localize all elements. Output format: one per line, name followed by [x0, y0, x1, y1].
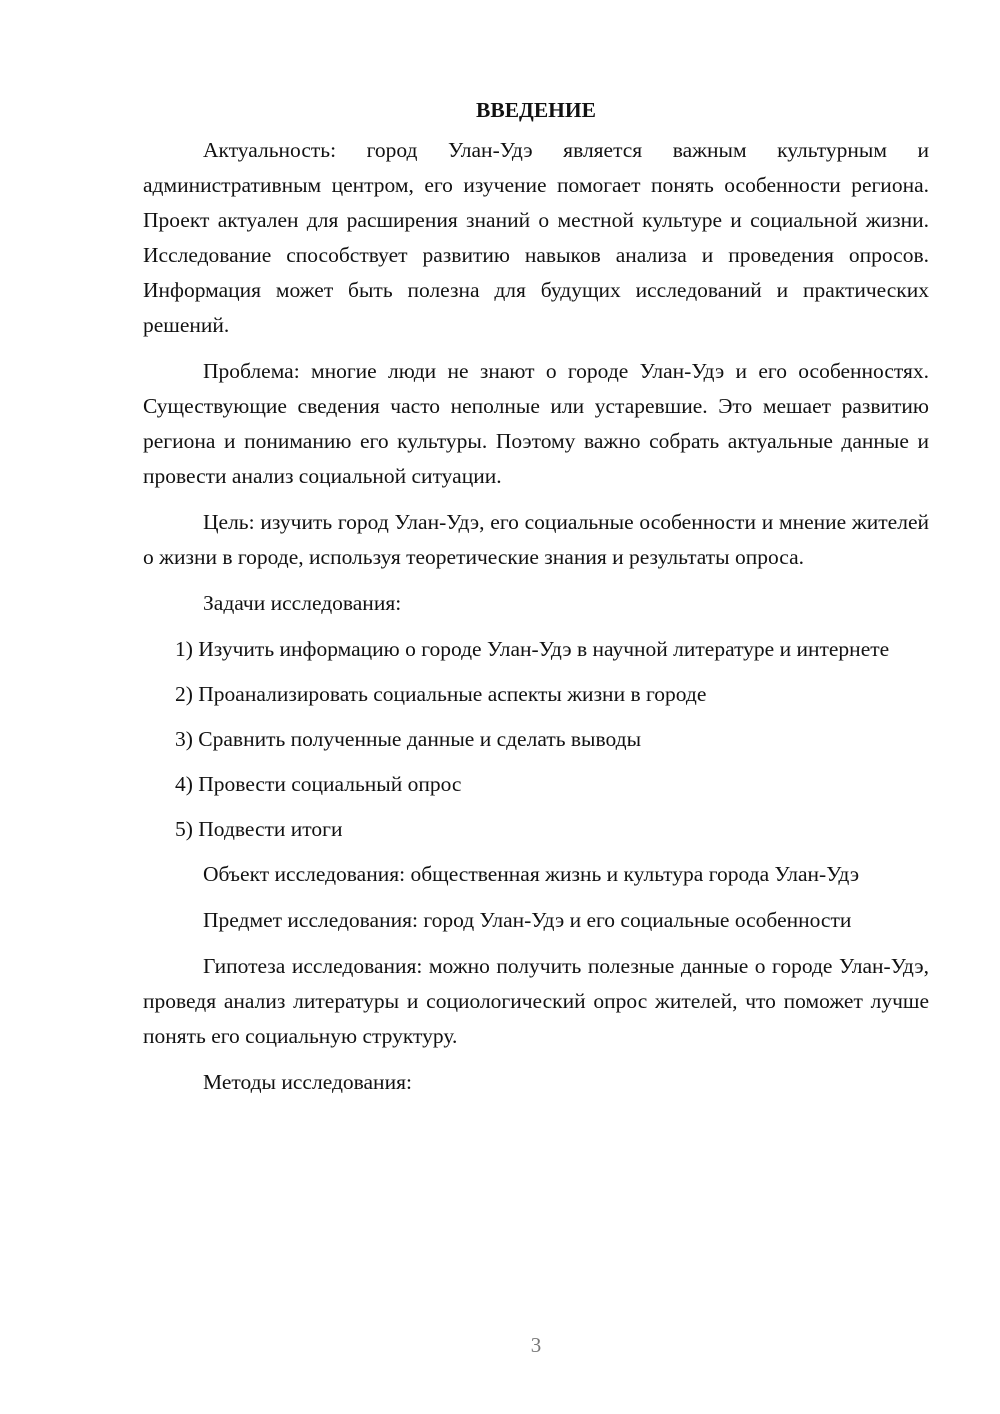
goal-paragraph: Цель: изучить город Улан-Удэ, его социальные особенности и мнение жителей о жизни в городе, используя теоретические знания и результаты опроса.: [143, 510, 929, 569]
methods-heading: Методы исследования:: [203, 1070, 412, 1094]
object-paragraph: Объект исследования: общественная жизнь и культура города Улан-Удэ: [203, 862, 860, 886]
task-item-1: 1) Изучить информацию о городе Улан-Удэ в научной литературе и интернете: [175, 637, 890, 661]
tasks-list: [143, 632, 929, 847]
hypothesis-paragraph: Гипотеза исследования: можно получить полезные данные о городе Улан-Удэ, проведя анализ литературы и социологический опрос жителей, что поможет лучше понять его социальную структуру.: [143, 954, 929, 1048]
page-number: 3: [530, 1333, 542, 1357]
task-item-5: 5) Подвести итоги: [175, 817, 343, 841]
relevance-paragraph: Актуальность: город Улан-Удэ является важным культурным и административным центром, его изучение помогает понять особенности региона. Проект актуален для расширения знаний о местной культуре и социальной жизни. Исследование способствует развитию навыков анализа и проведения опросов. Информация может быть полезна для будущих исследований и практических решений.: [143, 138, 929, 337]
task-item-3: 3) Сравнить полученные данные и сделать выводы: [175, 727, 642, 751]
document-page: [143, 93, 929, 1111]
document-title: ВВЕДЕНИЕ: [476, 98, 596, 122]
task-item-4: 4) Провести социальный опрос: [175, 772, 462, 796]
tasks-heading: Задачи исследования:: [203, 591, 402, 615]
subject-paragraph: Предмет исследования: город Улан-Удэ и его социальные особенности: [203, 908, 852, 932]
task-item-2: 2) Проанализировать социальные аспекты жизни в городе: [175, 682, 707, 706]
problem-paragraph: Проблема: многие люди не знают о городе Улан-Удэ и его особенностях. Существующие сведения часто неполные или устаревшие. Это мешает развитию региона и пониманию его культуры. Поэтому важно собрать актуальные данные и провести анализ социальной ситуации.: [143, 359, 929, 488]
